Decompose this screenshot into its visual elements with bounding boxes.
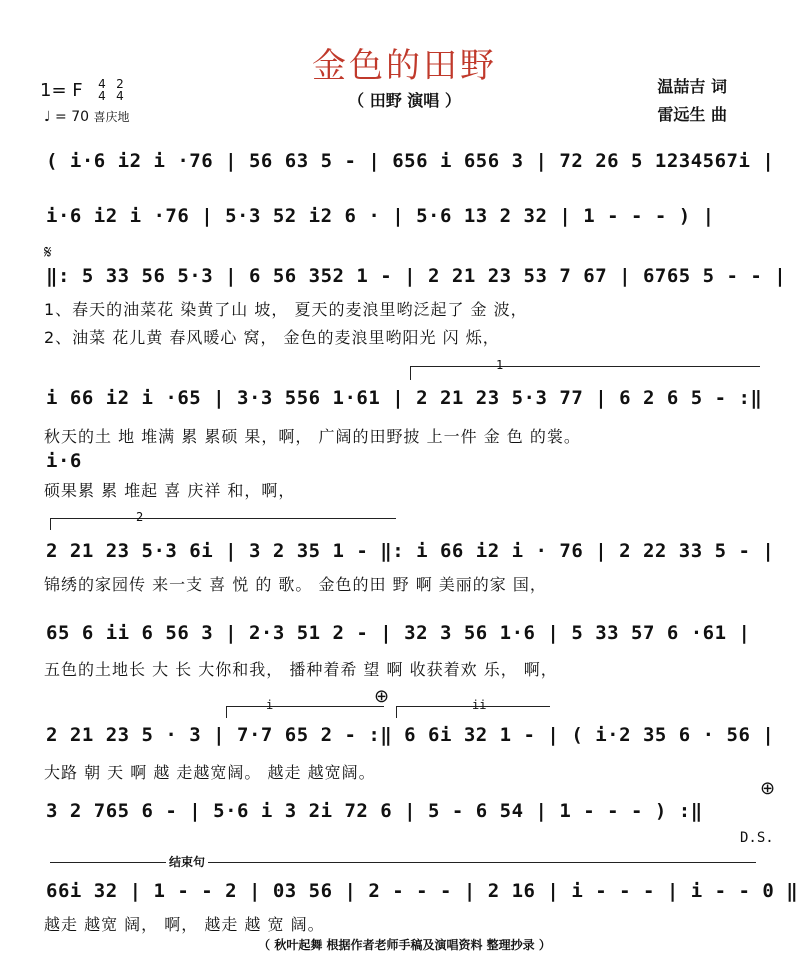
segno-icon: 𝄋 <box>44 242 52 263</box>
score-row-3: ‖: 5 33 56 5·3 | 6 56 352 1 - | 2 21 23 53 7 67 | 6765 5 - - | <box>46 265 787 287</box>
score-row-8: 3 2 765 6 - | 5·6 i 3 2i 72 6 | 5 - 6 54 | 1 - - - ) :‖ <box>46 800 703 822</box>
time-signature-2 <box>114 78 126 102</box>
time-sig-bottom: 4 <box>98 89 106 103</box>
tempo-marking <box>44 108 130 125</box>
volta-i-start-tick <box>226 706 227 718</box>
performer-subtitle: （ 田野 演唱 ） <box>348 91 461 110</box>
ending-label: 结束句 <box>166 853 208 870</box>
lyric-row-4-verse-1: 秋天的土 地 堆满 累 累硕 果，啊， 广阔的田野披 上一件 金 色 的裳。 <box>44 427 581 446</box>
time-sig-top: 2 <box>116 77 124 91</box>
ending-bracket <box>50 862 756 863</box>
score-row-4: i 66 i2 i ·65 | 3·3 556 1·61 | 2 21 23 5·3 77 | 6 2 6 5 - :‖ <box>46 387 763 409</box>
lyric-row-6: 五色的土地长 大 长 大你和我， 播种着希 望 啊 收获着欢 乐， 啊， <box>44 660 558 679</box>
volta-i-bracket <box>226 706 384 707</box>
score-row-1: ( i·6 i2 i ·76 | 56 63 5 - | 656 i 656 3 | 72 26 5 1234567i | <box>46 150 775 172</box>
lyric-row-4-verse-2: 硕果累 累 堆起 喜 庆祥 和，啊， <box>44 481 296 500</box>
lyric-row-3-verse-1: 1、春天的油菜花 染黄了山 坡， 夏天的麦浪里哟泛起了 金 波， <box>44 300 528 319</box>
volta-2-start-tick <box>50 518 51 530</box>
tempo-value: ♩ = 70 <box>44 109 90 125</box>
lyricist-credit: 温喆吉 词 <box>657 77 727 96</box>
volta-ii-start-tick <box>396 706 397 718</box>
lyric-row-9: 越走 越宽 阔， 啊， 越走 越 宽 阔。 <box>44 915 325 934</box>
volta-ii-label: ii <box>472 698 487 712</box>
song-title: 金色的田野 <box>312 46 497 86</box>
volta-1-bracket <box>410 366 760 367</box>
composer-credit: 雷远生 曲 <box>657 105 727 124</box>
score-row-4-alt: i·6 <box>46 450 82 472</box>
key-signature: 1= F <box>40 80 83 101</box>
volta-1-start-tick <box>410 366 411 380</box>
volta-i-label: i <box>266 698 274 712</box>
score-row-5: 2 21 23 5·3 6i | 3 2 35 1 - ‖: i 66 i2 i · 76 | 2 22 33 5 - | <box>46 540 775 562</box>
score-row-9: 66i 32 | 1 - - 2 | 03 56 | 2 - - - | 2 16 | i - - - | i - - 0 ‖ <box>46 880 799 902</box>
tempo-expression: 喜庆地 <box>93 110 130 124</box>
score-row-7: 2 21 23 5 · 3 | 7·7 65 2 - :‖ 6 6i 32 1 - | ( i·2 35 6 · 56 | <box>46 724 775 746</box>
volta-2-label: 2 <box>136 510 144 524</box>
time-signature-1 <box>96 78 108 102</box>
volta-2-bracket <box>50 518 396 519</box>
volta-1-label: 1 <box>496 358 504 372</box>
lyric-row-7: 大路 朝 天 啊 越 走越宽阔。 越走 越宽阔。 <box>44 763 376 782</box>
coda-icon: ⊕ <box>760 778 776 799</box>
coda-icon: ⊕ <box>374 686 390 707</box>
score-row-6: 65 6 ii 6 56 3 | 2·3 51 2 - | 32 3 56 1·6 | 5 33 57 6 ·61 | <box>46 622 751 644</box>
time-sig-bottom: 4 <box>116 89 124 103</box>
source-note: （ 秋叶起舞 根据作者老师手稿及演唱资料 整理抄录 ） <box>258 938 551 952</box>
score-row-2: i·6 i2 i ·76 | 5·3 52 i2 6 · | 5·6 13 2 32 | 1 - - - ) | <box>46 205 715 227</box>
time-sig-top: 4 <box>98 77 106 91</box>
lyric-row-5: 锦绣的家园传 来一支 喜 悦 的 歌。 金色的田 野 啊 美丽的家 国， <box>44 575 547 594</box>
lyric-row-3-verse-2: 2、油菜 花儿黄 春风暖心 窝， 金色的麦浪里哟阳光 闪 烁， <box>44 328 500 347</box>
dal-segno-mark: D.S. <box>740 830 774 846</box>
